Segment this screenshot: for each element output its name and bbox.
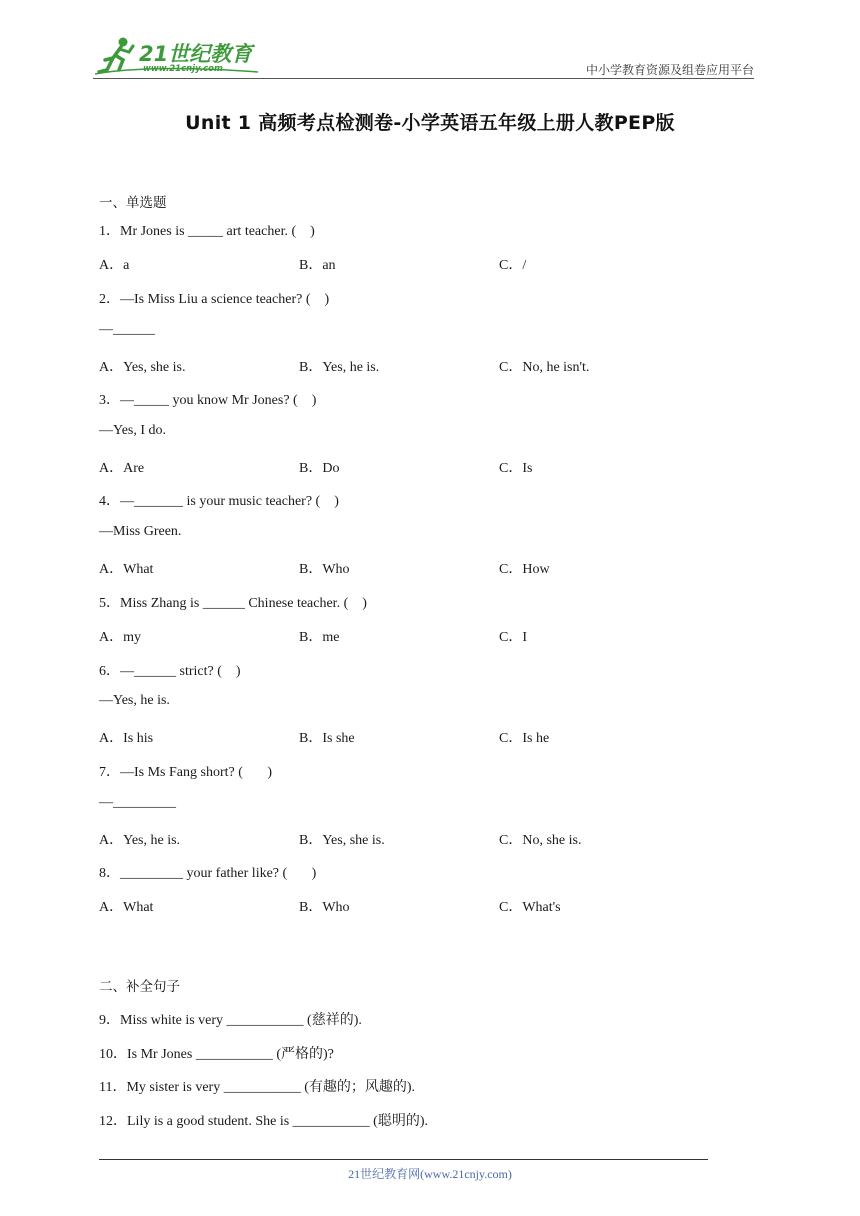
question-line: 1．Mr Jones is _____ art teacher. ( ) bbox=[99, 224, 315, 239]
option-a: A．my bbox=[99, 630, 141, 645]
option-a: A．Are bbox=[99, 461, 145, 476]
option-b: B．Is she bbox=[299, 731, 355, 746]
option-c: C．How bbox=[499, 562, 550, 577]
option-b: B．Yes, he is. bbox=[299, 360, 380, 375]
option-a: A．Yes, he is. bbox=[99, 833, 181, 848]
answer-line: —Miss Green. bbox=[99, 524, 182, 539]
option-a: A．What bbox=[99, 562, 154, 577]
header-tagline: 中小学教育资源及组卷应用平台 bbox=[585, 63, 754, 77]
option-a: A．a bbox=[99, 258, 130, 273]
option-b: B．Do bbox=[299, 461, 340, 476]
question-line: 11．My sister is very ___________ (有趣的；风趣的). bbox=[99, 1080, 416, 1095]
logo bbox=[93, 34, 263, 80]
answer-line: —_________ bbox=[99, 795, 176, 810]
question-line: 12．Lily is a good student. She is ___________ (聪明的). bbox=[99, 1114, 428, 1129]
option-b: B．an bbox=[299, 258, 336, 273]
footer-divider bbox=[99, 1159, 708, 1160]
option-c: C．/ bbox=[499, 258, 527, 273]
question-line: 10．Is Mr Jones ___________ (严格的)? bbox=[99, 1047, 334, 1062]
option-c: C．No, she is. bbox=[499, 833, 582, 848]
option-c: C．Is bbox=[499, 461, 533, 476]
option-b: B．me bbox=[299, 630, 340, 645]
header-divider bbox=[93, 78, 754, 79]
option-c: C．No, he isn't. bbox=[499, 360, 590, 375]
question-line: 8．_________ your father like? ( ) bbox=[99, 866, 317, 881]
option-a: A．Yes, she is. bbox=[99, 360, 186, 375]
footer-text: 21世纪教育网(www.21cnjy.com) bbox=[348, 1167, 512, 1181]
question-line: 6．—______ strict? ( ) bbox=[99, 664, 241, 679]
question-line: 9．Miss white is very ___________ (慈祥的). bbox=[99, 1013, 362, 1028]
option-a: A．What bbox=[99, 900, 154, 915]
option-a: A．Is his bbox=[99, 731, 154, 746]
logo-url: www.21cnjy.com bbox=[143, 64, 223, 74]
option-c: C．What's bbox=[499, 900, 561, 915]
question-line: 7．—Is Ms Fang short? ( ) bbox=[99, 765, 273, 780]
logo-text: 21世纪教育 bbox=[139, 42, 253, 66]
option-b: B．Who bbox=[299, 562, 350, 577]
section-heading: 二、补全句子 bbox=[99, 979, 180, 995]
option-b: B．Yes, she is. bbox=[299, 833, 385, 848]
section-heading: 一、单选题 bbox=[99, 195, 167, 211]
question-line: 2．—Is Miss Liu a science teacher? ( ) bbox=[99, 292, 330, 307]
question-line: 5．Miss Zhang is ______ Chinese teacher. ( ) bbox=[99, 596, 367, 611]
question-line: 4．—_______ is your music teacher? ( ) bbox=[99, 494, 339, 509]
option-c: C．Is he bbox=[499, 731, 550, 746]
answer-line: —______ bbox=[99, 322, 155, 337]
option-c: C．I bbox=[499, 630, 527, 645]
page-title: Unit 1 高频考点检测卷-小学英语五年级上册人教PEP版 bbox=[185, 112, 675, 134]
answer-line: —Yes, I do. bbox=[99, 423, 167, 438]
answer-line: —Yes, he is. bbox=[99, 693, 170, 708]
option-b: B．Who bbox=[299, 900, 350, 915]
question-line: 3．—_____ you know Mr Jones? ( ) bbox=[99, 393, 317, 408]
